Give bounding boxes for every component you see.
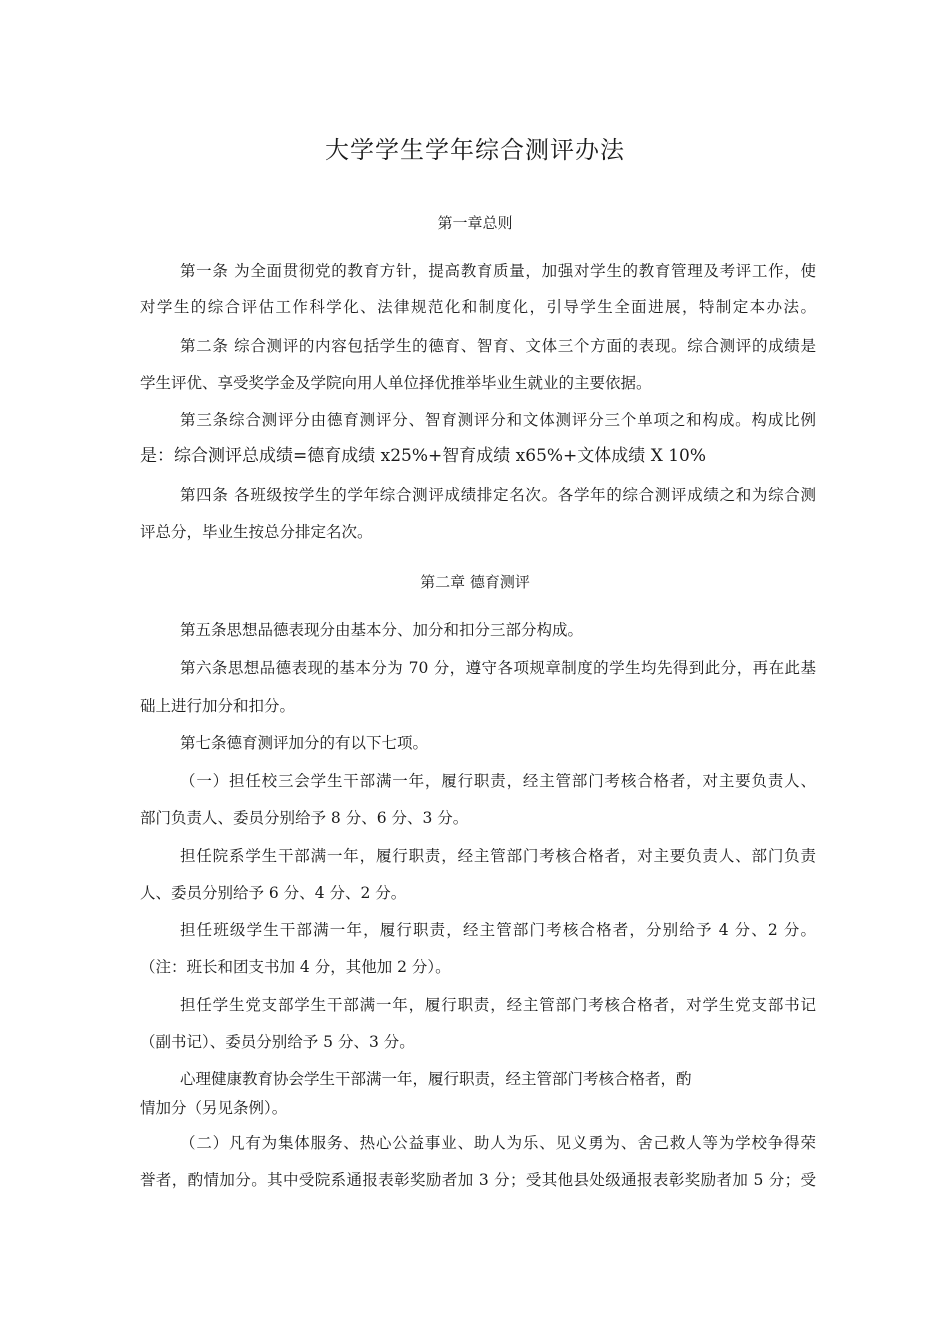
chapter-heading-1: 第一章总则 bbox=[437, 214, 513, 232]
item-4-line-1: 担任学生党支部学生干部满一年，履行职责，经主管部门考核合格者，对学生党支部书记 bbox=[180, 996, 816, 1014]
item-6-line-2: 誉者，酌情加分。其中受院系通报表彰奖励者加 3 分；受其他县处级通报表彰奖励者加 5 分；受 bbox=[140, 1171, 816, 1189]
chapter-heading-2: 第二章 德育测评 bbox=[420, 573, 530, 591]
item-1-line-2: 部门负责人、委员分别给予 8 分、6 分、3 分。 bbox=[140, 809, 469, 827]
item-5-line-2: 情加分（另见条例）。 bbox=[140, 1099, 288, 1117]
article-6-line-1: 第六条思想品德表现的基本分为 70 分，遵守各项规章制度的学生均先得到此分，再在此基 bbox=[180, 659, 816, 677]
article-5-line-1: 第五条思想品德表现分由基本分、加分和扣分三部分构成。 bbox=[180, 621, 584, 639]
article-6-line-2: 础上进行加分和扣分。 bbox=[140, 697, 296, 715]
article-2-line-2: 学生评优、享受奖学金及学院向用人单位择优推举毕业生就业的主要依据。 bbox=[140, 374, 652, 392]
item-6-line-1: （二）凡有为集体服务、热心公益事业、助人为乐、见义勇为、舍己救人等为学校争得荣 bbox=[180, 1134, 816, 1152]
article-4-line-2: 评总分，毕业生按总分排定名次。 bbox=[140, 523, 373, 541]
article-1-line-1: 第一条 为全面贯彻党的教育方针，提高教育质量，加强对学生的教育管理及考评工作，使 bbox=[180, 262, 816, 280]
item-3-line-2: （注：班长和团支书加 4 分，其他加 2 分）。 bbox=[140, 958, 451, 976]
article-3-formula: 是：综合测评总成绩=德育成绩 x25%+智育成绩 x65%+文体成绩 X 10% bbox=[140, 446, 706, 466]
item-3-line-1: 担任班级学生干部满一年，履行职责，经主管部门考核合格者，分别给予 4 分、2 分。 bbox=[180, 921, 816, 939]
item-1-line-1: （一）担任校三会学生干部满一年，履行职责，经主管部门考核合格者，对主要负责人、 bbox=[180, 772, 816, 790]
article-3-line-1: 第三条综合测评分由德育测评分、智育测评分和文体测评分三个单项之和构成。构成比例 bbox=[180, 411, 816, 429]
article-1-line-2: 对学生的综合评估工作科学化、法律规范化和制度化，引导学生全面进展，特制定本办法。 bbox=[140, 298, 816, 316]
article-4-line-1: 第四条 各班级按学生的学年综合测评成绩排定名次。各学年的综合测评成绩之和为综合测 bbox=[180, 486, 816, 504]
article-7-line-1: 第七条德育测评加分的有以下七项。 bbox=[180, 734, 429, 752]
item-2-line-1: 担任院系学生干部满一年，履行职责，经主管部门考核合格者，对主要负责人、部门负责 bbox=[180, 847, 816, 865]
article-2-line-1: 第二条 综合测评的内容包括学生的德育、智育、文体三个方面的表现。综合测评的成绩是 bbox=[180, 337, 816, 355]
item-5-line-1: 心理健康教育协会学生干部满一年，履行职责，经主管部门考核合格者，酌 bbox=[180, 1070, 692, 1088]
item-2-line-2: 人、委员分别给予 6 分、4 分、2 分。 bbox=[140, 884, 407, 902]
item-4-line-2: （副书记）、委员分别给予 5 分、3 分。 bbox=[140, 1033, 415, 1051]
document-title: 大学学生学年综合测评办法 bbox=[325, 136, 625, 164]
